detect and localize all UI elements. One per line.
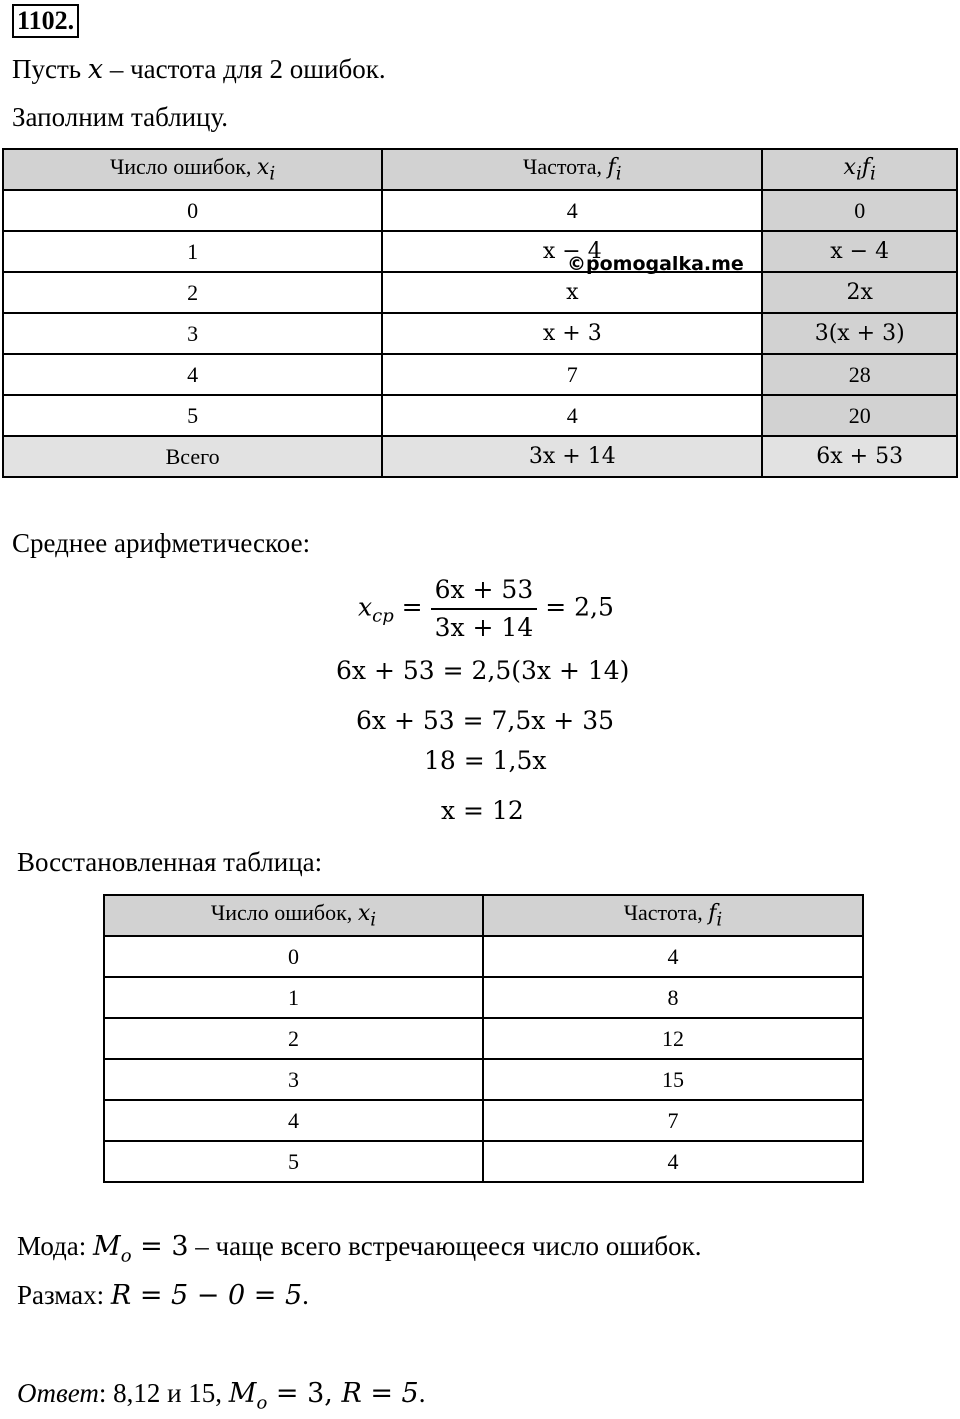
intro-text: Пусть: [12, 54, 88, 84]
table-row: [104, 1018, 863, 1059]
table-cell: 4: [483, 1141, 863, 1182]
range-label: Размах:: [17, 1280, 111, 1310]
table-cell: 2x: [762, 272, 957, 313]
mean-lhs-sub: ср: [372, 605, 394, 627]
table-cell: 7: [382, 354, 762, 395]
table-header-row: [3, 149, 957, 190]
answer-mode-symbol: M: [228, 1378, 257, 1409]
mode-value: = 3: [131, 1231, 189, 1262]
table-cell: 20: [762, 395, 957, 436]
mode-symbol: M: [93, 1231, 121, 1262]
fill-table-heading: Заполним таблицу.: [12, 102, 229, 132]
table-cell: x + 3: [382, 313, 762, 354]
range-line: [17, 1279, 309, 1312]
answer-mode-value: = 3,: [267, 1378, 342, 1409]
restored-heading: Восстановленная таблица:: [17, 847, 323, 877]
equation-5: x = 12: [441, 796, 524, 825]
intro-variable: x: [87, 54, 104, 85]
header-frequency: Частота, $f_i$: [382, 149, 762, 190]
table-row: [3, 272, 957, 313]
table-row: [3, 354, 957, 395]
table-cell: 5: [3, 395, 382, 436]
table-row: [104, 936, 863, 977]
table-cell: 2: [3, 272, 382, 313]
table-row: [104, 1059, 863, 1100]
table-cell: 0: [3, 190, 382, 231]
table-cell: 28: [762, 354, 957, 395]
table-cell: 6x + 53: [762, 436, 957, 477]
table-cell: x: [382, 272, 762, 313]
mean-lhs: x: [358, 592, 373, 622]
intro-text-rest: – частота для 2 ошибок.: [103, 54, 386, 84]
table-row: [104, 1141, 863, 1182]
table-cell: 4: [382, 395, 762, 436]
table-cell: Всего: [3, 436, 382, 477]
mode-line: [17, 1230, 702, 1272]
equation-3: 6x + 53 = 7,5x + 35: [356, 706, 615, 735]
table-cell: 8: [483, 977, 863, 1018]
table-row: [104, 977, 863, 1018]
table-cell: 4: [3, 354, 382, 395]
table-cell: 1: [3, 231, 382, 272]
table-cell: 3: [104, 1059, 483, 1100]
table-cell: 3(x + 3): [762, 313, 957, 354]
frequency-table: [2, 148, 958, 478]
table-cell: 4: [483, 936, 863, 977]
mean-equation: $x_{ср}$ = $\frac{6x + 53}{3x + 14}$ = 2,5: [358, 572, 614, 646]
mode-description: – чаще всего встречающееся число ошибок.: [188, 1231, 702, 1261]
watermark: ©pomogalka.me: [567, 253, 744, 275]
mean-fraction: [431, 572, 538, 646]
mode-label: Мода:: [17, 1231, 94, 1261]
header-frequency: Частота, $f_i$: [483, 895, 863, 936]
header-errors: Число ошибок, $x_i$: [3, 149, 382, 190]
header-errors: Число ошибок, $x_i$: [104, 895, 483, 936]
table-header-row: [104, 895, 863, 936]
table-cell: 1: [104, 977, 483, 1018]
table-cell: 3: [3, 313, 382, 354]
header-product: $x_if_i$: [762, 149, 957, 190]
answer-values: : 8,12 и 15,: [98, 1378, 229, 1408]
table-row: [3, 190, 957, 231]
answer-period: .: [418, 1378, 426, 1408]
table-cell: 15: [483, 1059, 863, 1100]
range-period: .: [302, 1280, 309, 1310]
mean-heading: Среднее арифметическое:: [12, 528, 311, 558]
answer-range: R = 5: [341, 1378, 419, 1409]
table-cell: 3x + 14: [382, 436, 762, 477]
restored-table: [103, 894, 864, 1183]
table-cell: 4: [104, 1100, 483, 1141]
mean-rhs: = 2,5: [545, 592, 614, 622]
table-cell: x − 4: [382, 231, 762, 272]
table-cell: 12: [483, 1018, 863, 1059]
table-cell: 7: [483, 1100, 863, 1141]
table-cell: 2: [104, 1018, 483, 1059]
table-row: [3, 395, 957, 436]
intro-line: [12, 53, 386, 86]
mean-numerator: 6x + 53: [431, 572, 538, 610]
answer-line: [17, 1377, 425, 1419]
problem-number: 1102.: [12, 4, 79, 38]
equation-4: 18 = 1,5x: [424, 746, 547, 775]
range-formula: R = 5 − 0 = 5: [110, 1280, 303, 1311]
table-cell: 0: [104, 936, 483, 977]
table-total-row: [3, 436, 957, 477]
mean-denominator: 3x + 14: [434, 613, 534, 642]
answer-mode-sub: o: [256, 1392, 268, 1414]
mode-symbol-sub: o: [120, 1245, 132, 1267]
equation-2: 6x + 53 = 2,5(3x + 14): [336, 656, 630, 685]
table-row: [3, 231, 957, 272]
table-row: [3, 313, 957, 354]
table-cell: x − 4: [762, 231, 957, 272]
table-row: [104, 1100, 863, 1141]
table-cell: 4: [382, 190, 762, 231]
table-cell: 0: [762, 190, 957, 231]
table-cell: 5: [104, 1141, 483, 1182]
answer-label: Ответ: [17, 1378, 99, 1408]
